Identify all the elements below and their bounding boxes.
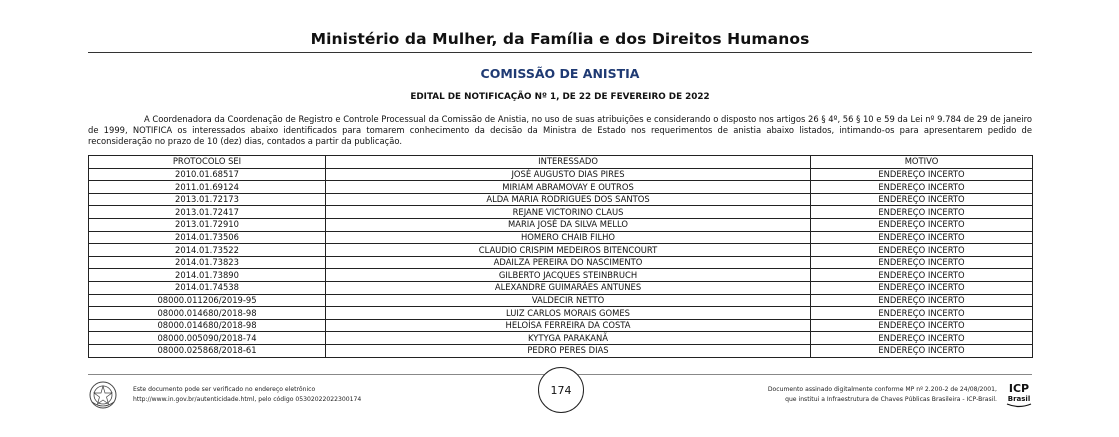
cell-protocolo: 2014.01.73823 bbox=[89, 256, 326, 269]
table-row bbox=[89, 168, 1033, 181]
edital-title: EDITAL DE NOTIFICAÇÃO Nº 1, DE 22 DE FEVEREIRO DE 2022 bbox=[410, 92, 710, 102]
cell-motivo: ENDEREÇO INCERTO bbox=[811, 294, 1033, 307]
icp-brasil-logo-icon bbox=[1004, 380, 1034, 410]
cell-motivo: ENDEREÇO INCERTO bbox=[811, 256, 1033, 269]
cell-interessado: GILBERTO JACQUES STEINBRUCH bbox=[326, 269, 811, 282]
table-row bbox=[89, 193, 1033, 206]
cell-interessado: HELOÍSA FERREIRA DA COSTA bbox=[326, 319, 811, 332]
table-header-row bbox=[89, 156, 1033, 169]
table-row bbox=[89, 269, 1033, 282]
cell-protocolo: 08000.014680/2018-98 bbox=[89, 307, 326, 320]
cell-motivo: ENDEREÇO INCERTO bbox=[811, 206, 1033, 219]
notice-paragraph: A Coordenadora da Coordenação de Registro e Controle Processual da Comissão de Anistia, no uso de suas atribuições e considerando o disposto nos artigos 26 § 4º, 56 § 10 e 59 da Lei nº 9.784 de 29 de janeiro de 1999, NOTIFICA os interessados abaixo identificados para tomarem conhecimento da decisão da Ministra de Estado nos requerimentos de anistia abaixo listados, intimando-os para apresentarem pedido de reconsideração no prazo de 10 (dez) dias, contados a partir da publicação. bbox=[88, 114, 1032, 146]
table-row bbox=[89, 231, 1033, 244]
cell-interessado: LUIZ CARLOS MORAIS GOMES bbox=[326, 307, 811, 320]
table-body bbox=[89, 168, 1033, 357]
icp-logo-bottom-text: Brasil bbox=[1007, 395, 1031, 403]
cell-protocolo: 2014.01.73522 bbox=[89, 244, 326, 257]
header-interessado: INTERESSADO bbox=[326, 156, 811, 169]
cell-motivo: ENDEREÇO INCERTO bbox=[811, 281, 1033, 294]
cell-interessado: ADAILZA PEREIRA DO NASCIMENTO bbox=[326, 256, 811, 269]
cell-motivo: ENDEREÇO INCERTO bbox=[811, 269, 1033, 282]
page-number-label: 174 bbox=[550, 383, 572, 397]
cell-motivo: ENDEREÇO INCERTO bbox=[811, 319, 1033, 332]
table-row bbox=[89, 294, 1033, 307]
cell-protocolo: 08000.011206/2019-95 bbox=[89, 294, 326, 307]
cell-interessado: HOMERO CHAIB FILHO bbox=[326, 231, 811, 244]
cell-motivo: ENDEREÇO INCERTO bbox=[811, 231, 1033, 244]
cell-protocolo: 2013.01.72910 bbox=[89, 218, 326, 231]
cell-motivo: ENDEREÇO INCERTO bbox=[811, 244, 1033, 257]
header-protocolo: PROTOCOLO SEI bbox=[89, 156, 326, 169]
cell-motivo: ENDEREÇO INCERTO bbox=[811, 218, 1033, 231]
table-row bbox=[89, 206, 1033, 219]
cell-motivo: ENDEREÇO INCERTO bbox=[811, 307, 1033, 320]
cell-protocolo: 2011.01.69124 bbox=[89, 181, 326, 194]
cell-motivo: ENDEREÇO INCERTO bbox=[811, 344, 1033, 357]
header-motivo: MOTIVO bbox=[811, 156, 1033, 169]
cell-interessado: REJANE VICTORINO CLAUS bbox=[326, 206, 811, 219]
verification-line-1: Este documento pode ser verificado no endereço eletrônico bbox=[133, 386, 316, 393]
cell-interessado: ALDA MARIA RODRIGUES DOS SANTOS bbox=[326, 193, 811, 206]
cell-protocolo: 2014.01.73890 bbox=[89, 269, 326, 282]
table-row bbox=[89, 307, 1033, 320]
cell-interessado: MARIA JOSÉ DA SILVA MELLO bbox=[326, 218, 811, 231]
table-row bbox=[89, 181, 1033, 194]
cell-motivo: ENDEREÇO INCERTO bbox=[811, 193, 1033, 206]
table-row bbox=[89, 281, 1033, 294]
signature-line-2: que institui a Infraestrutura de Chaves Públicas Brasileira - ICP-Brasil. bbox=[785, 396, 997, 403]
table-row bbox=[89, 319, 1033, 332]
cell-interessado: MIRIAM ABRAMOVAY E OUTROS bbox=[326, 181, 811, 194]
cell-motivo: ENDEREÇO INCERTO bbox=[811, 168, 1033, 181]
page-number bbox=[538, 367, 584, 413]
title-divider bbox=[88, 52, 1032, 53]
cell-interessado: PEDRO PERES DIAS bbox=[326, 344, 811, 357]
verification-line-2: http://www.in.gov.br/autenticidade.html, pelo código 05302022022300174 bbox=[133, 396, 362, 403]
cell-protocolo: 2014.01.73506 bbox=[89, 231, 326, 244]
icp-logo-top-text: ICP bbox=[1008, 382, 1030, 395]
cell-interessado: ALEXANDRE GUIMARÃES ANTUNES bbox=[326, 281, 811, 294]
signature-line-1: Documento assinado digitalmente conforme MP nº 2.200-2 de 24/08/2001, bbox=[767, 386, 997, 393]
cell-protocolo: 2013.01.72417 bbox=[89, 206, 326, 219]
table-row bbox=[89, 244, 1033, 257]
cell-motivo: ENDEREÇO INCERTO bbox=[811, 181, 1033, 194]
cell-protocolo: 2014.01.74538 bbox=[89, 281, 326, 294]
notification-table bbox=[88, 155, 1033, 358]
digital-signature-text bbox=[768, 385, 997, 405]
cell-protocolo: 2010.01.68517 bbox=[89, 168, 326, 181]
table-row bbox=[89, 256, 1033, 269]
organization-title: COMISSÃO DE ANISTIA bbox=[480, 66, 640, 81]
table-row bbox=[89, 332, 1033, 345]
cell-interessado: JOSÉ AUGUSTO DIAS PIRES bbox=[326, 168, 811, 181]
cell-motivo: ENDEREÇO INCERTO bbox=[811, 332, 1033, 345]
table-row bbox=[89, 344, 1033, 357]
cell-protocolo: 2013.01.72173 bbox=[89, 193, 326, 206]
verification-text bbox=[133, 385, 361, 405]
cell-protocolo: 08000.005090/2018-74 bbox=[89, 332, 326, 345]
cell-interessado: KYTYGA PARAKANÃ bbox=[326, 332, 811, 345]
table-row bbox=[89, 218, 1033, 231]
cell-protocolo: 08000.025868/2018-61 bbox=[89, 344, 326, 357]
cell-protocolo: 08000.014680/2018-98 bbox=[89, 319, 326, 332]
republic-seal-icon bbox=[88, 380, 118, 410]
cell-interessado: VALDECIR NETTO bbox=[326, 294, 811, 307]
ministry-title: Ministério da Mulher, da Família e dos Direitos Humanos bbox=[310, 30, 810, 48]
cell-interessado: CLAUDIO CRISPIM MEDEIROS BITENCOURT bbox=[326, 244, 811, 257]
